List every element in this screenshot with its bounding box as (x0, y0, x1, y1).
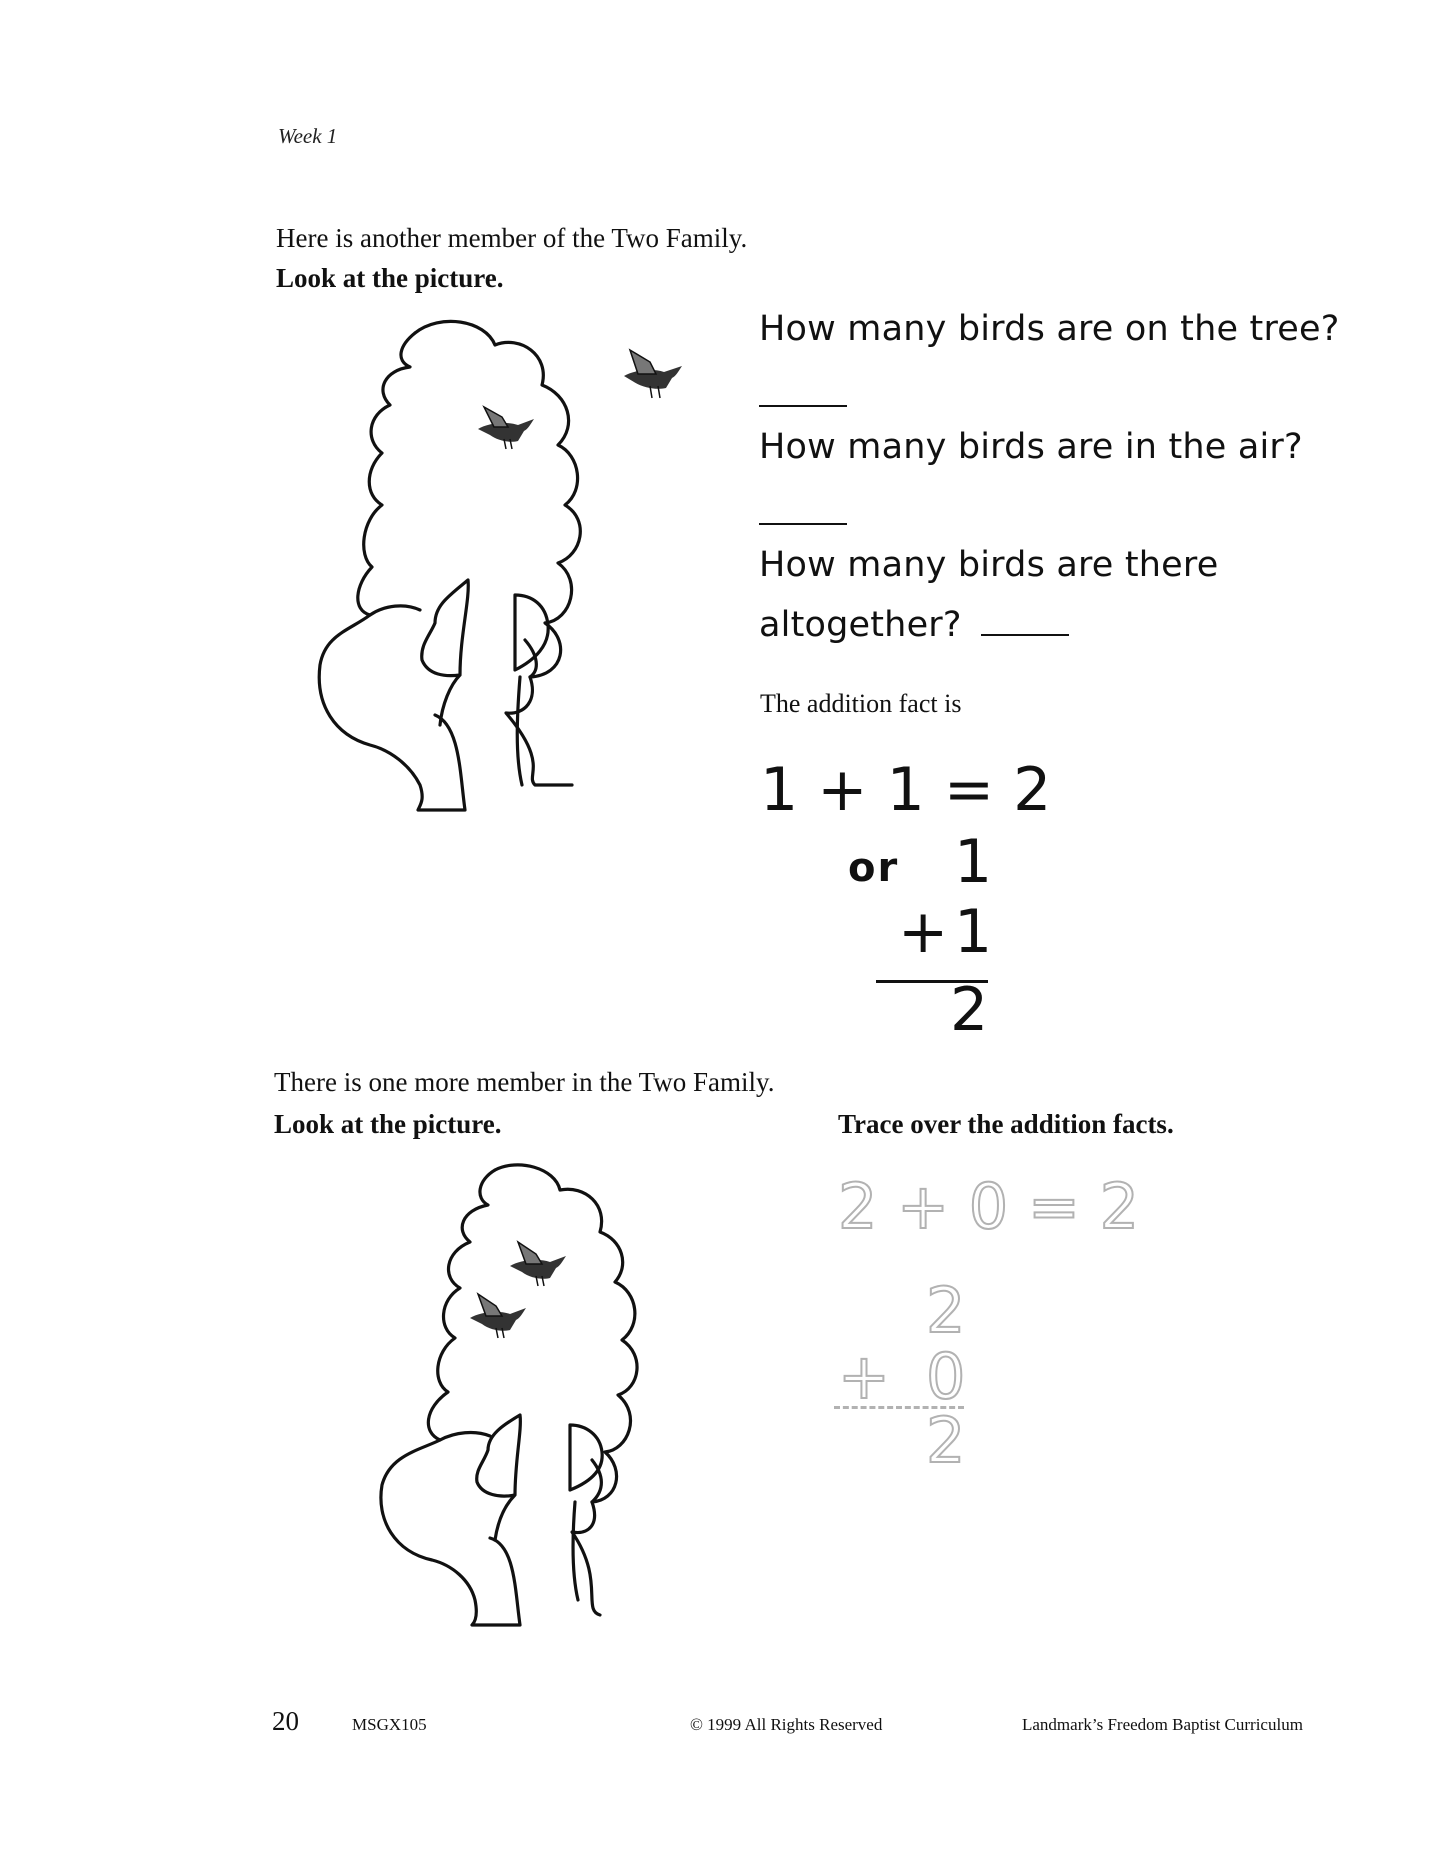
trace-instruction: Trace over the addition facts. (838, 1109, 1174, 1139)
trace-vertical-sum[interactable]: 2 (926, 1404, 966, 1477)
trace-fact-horizontal[interactable]: 2 + 0 = 2 (838, 1170, 1140, 1243)
question-birds-in-air: How many birds are in the air? (759, 427, 1303, 467)
vertical-top-number: 1 (954, 827, 993, 897)
footer-publisher: Landmark’s Freedom Baptist Curriculum (1022, 1715, 1303, 1734)
addition-fact-label: The addition fact is (760, 689, 962, 718)
trace-vertical-plus[interactable]: + (838, 1340, 890, 1413)
trace-vertical-bottom[interactable]: 0 (926, 1340, 966, 1413)
section1-instruction: Look at the picture. (276, 263, 504, 293)
section1-intro: Here is another member of the Two Family. (276, 223, 748, 253)
week-label: Week 1 (278, 124, 338, 148)
vertical-bottom-number: 1 (954, 897, 993, 967)
tree-with-two-birds-icon (360, 1160, 700, 1640)
section2-intro: There is one more member in the Two Family. (274, 1067, 775, 1097)
trace-vertical-top[interactable]: 2 (926, 1274, 966, 1347)
answer-blank-2[interactable] (759, 523, 847, 525)
bird-icon-2 (470, 1294, 526, 1338)
bird-icon (478, 407, 534, 449)
answer-blank-1[interactable] (759, 405, 847, 407)
page-number: 20 (272, 1706, 299, 1736)
question-birds-on-tree: How many birds are on the tree? (759, 309, 1340, 349)
or-word: or (848, 845, 900, 891)
answer-blank-3[interactable] (981, 634, 1069, 636)
vertical-plus-sign: + (898, 897, 949, 967)
bird-flying-icon (616, 348, 688, 406)
addition-fact-horizontal: 1 + 1 = 2 (760, 755, 1052, 825)
section2-instruction: Look at the picture. (274, 1109, 502, 1139)
vertical-sum: 2 (950, 975, 989, 1045)
question-birds-altogether-text: altogether? (759, 605, 962, 645)
footer-code: MSGX105 (352, 1715, 427, 1734)
bird-icon-1 (510, 1242, 566, 1286)
question-birds-altogether-line1: How many birds are there (759, 545, 1219, 585)
footer-copyright: © 1999 All Rights Reserved (690, 1715, 883, 1734)
question-birds-altogether-line2 (759, 605, 1069, 645)
